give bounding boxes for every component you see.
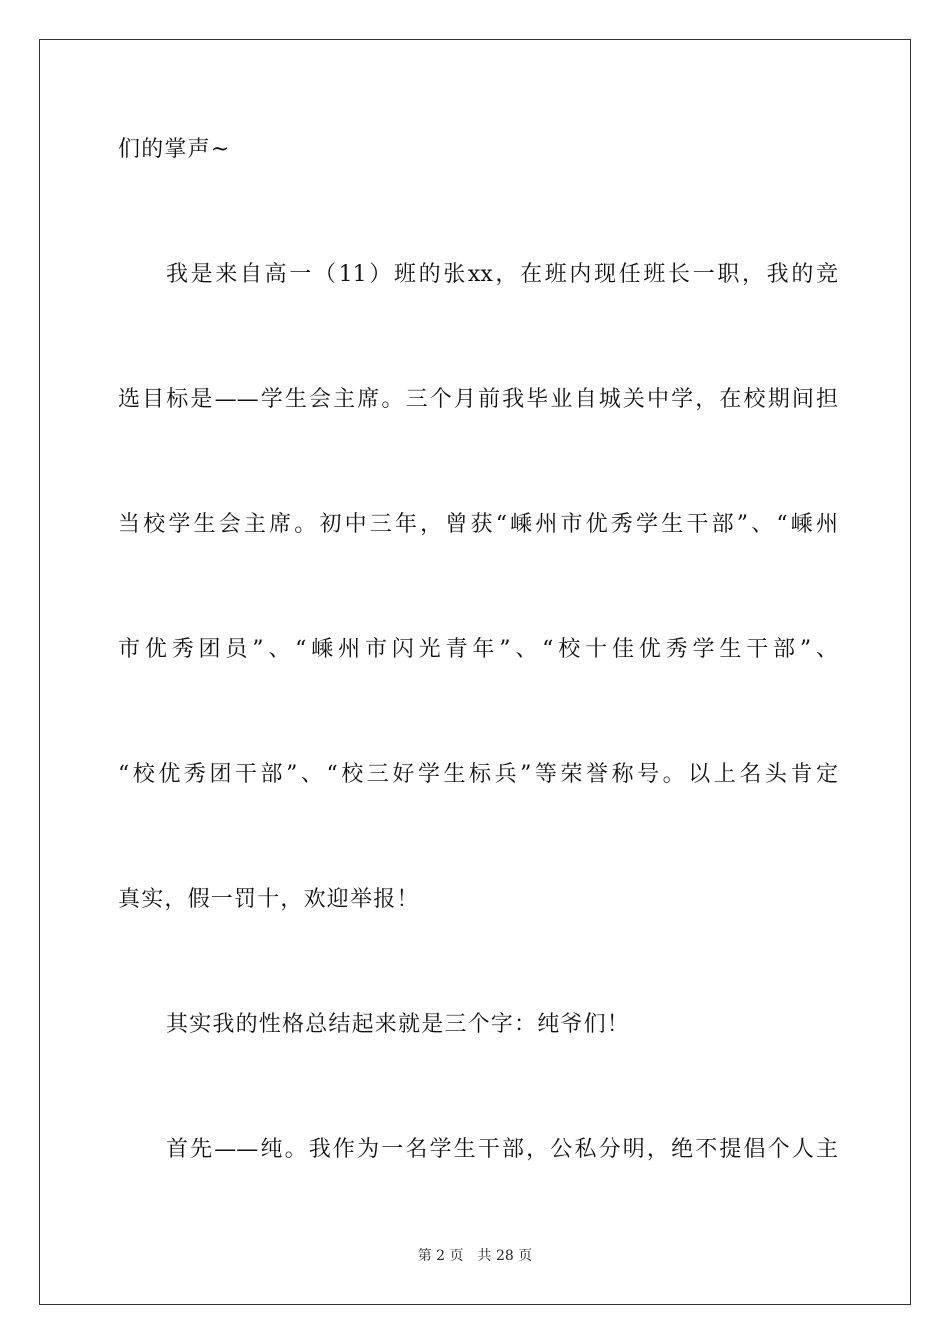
text-line-6: “校优秀团干部”、“校三好学生标兵”等荣誉称号。以上名头肯定 [118,762,838,787]
text-line-7: 真实，假一罚十，欢迎举报！ [118,887,420,912]
text-line-5: 市优秀团员”、“嵊州市闪光青年”、“校十佳优秀学生干部”、 [118,637,838,662]
text-line-9: 首先——纯。我作为一名学生干部，公私分明，绝不提倡个人主 [166,1137,838,1162]
page-footer: 第 2 页 共 28 页 [417,1248,533,1264]
text-line-8: 其实我的性格总结起来就是三个字：纯爷们！ [166,1012,631,1037]
text-line-2: 我是来自高一（11）班的张xx，在班内现任班长一职，我的竞 [166,262,838,287]
text-line-4: 当校学生会主席。初中三年，曾获“嵊州市优秀学生干部”、“嵊州 [118,512,838,537]
text-line-3: 选目标是——学生会主席。三个月前我毕业自城关中学，在校期间担 [118,387,838,412]
text-line-1: 们的掌声~ [118,137,231,162]
page-border [39,39,911,1305]
